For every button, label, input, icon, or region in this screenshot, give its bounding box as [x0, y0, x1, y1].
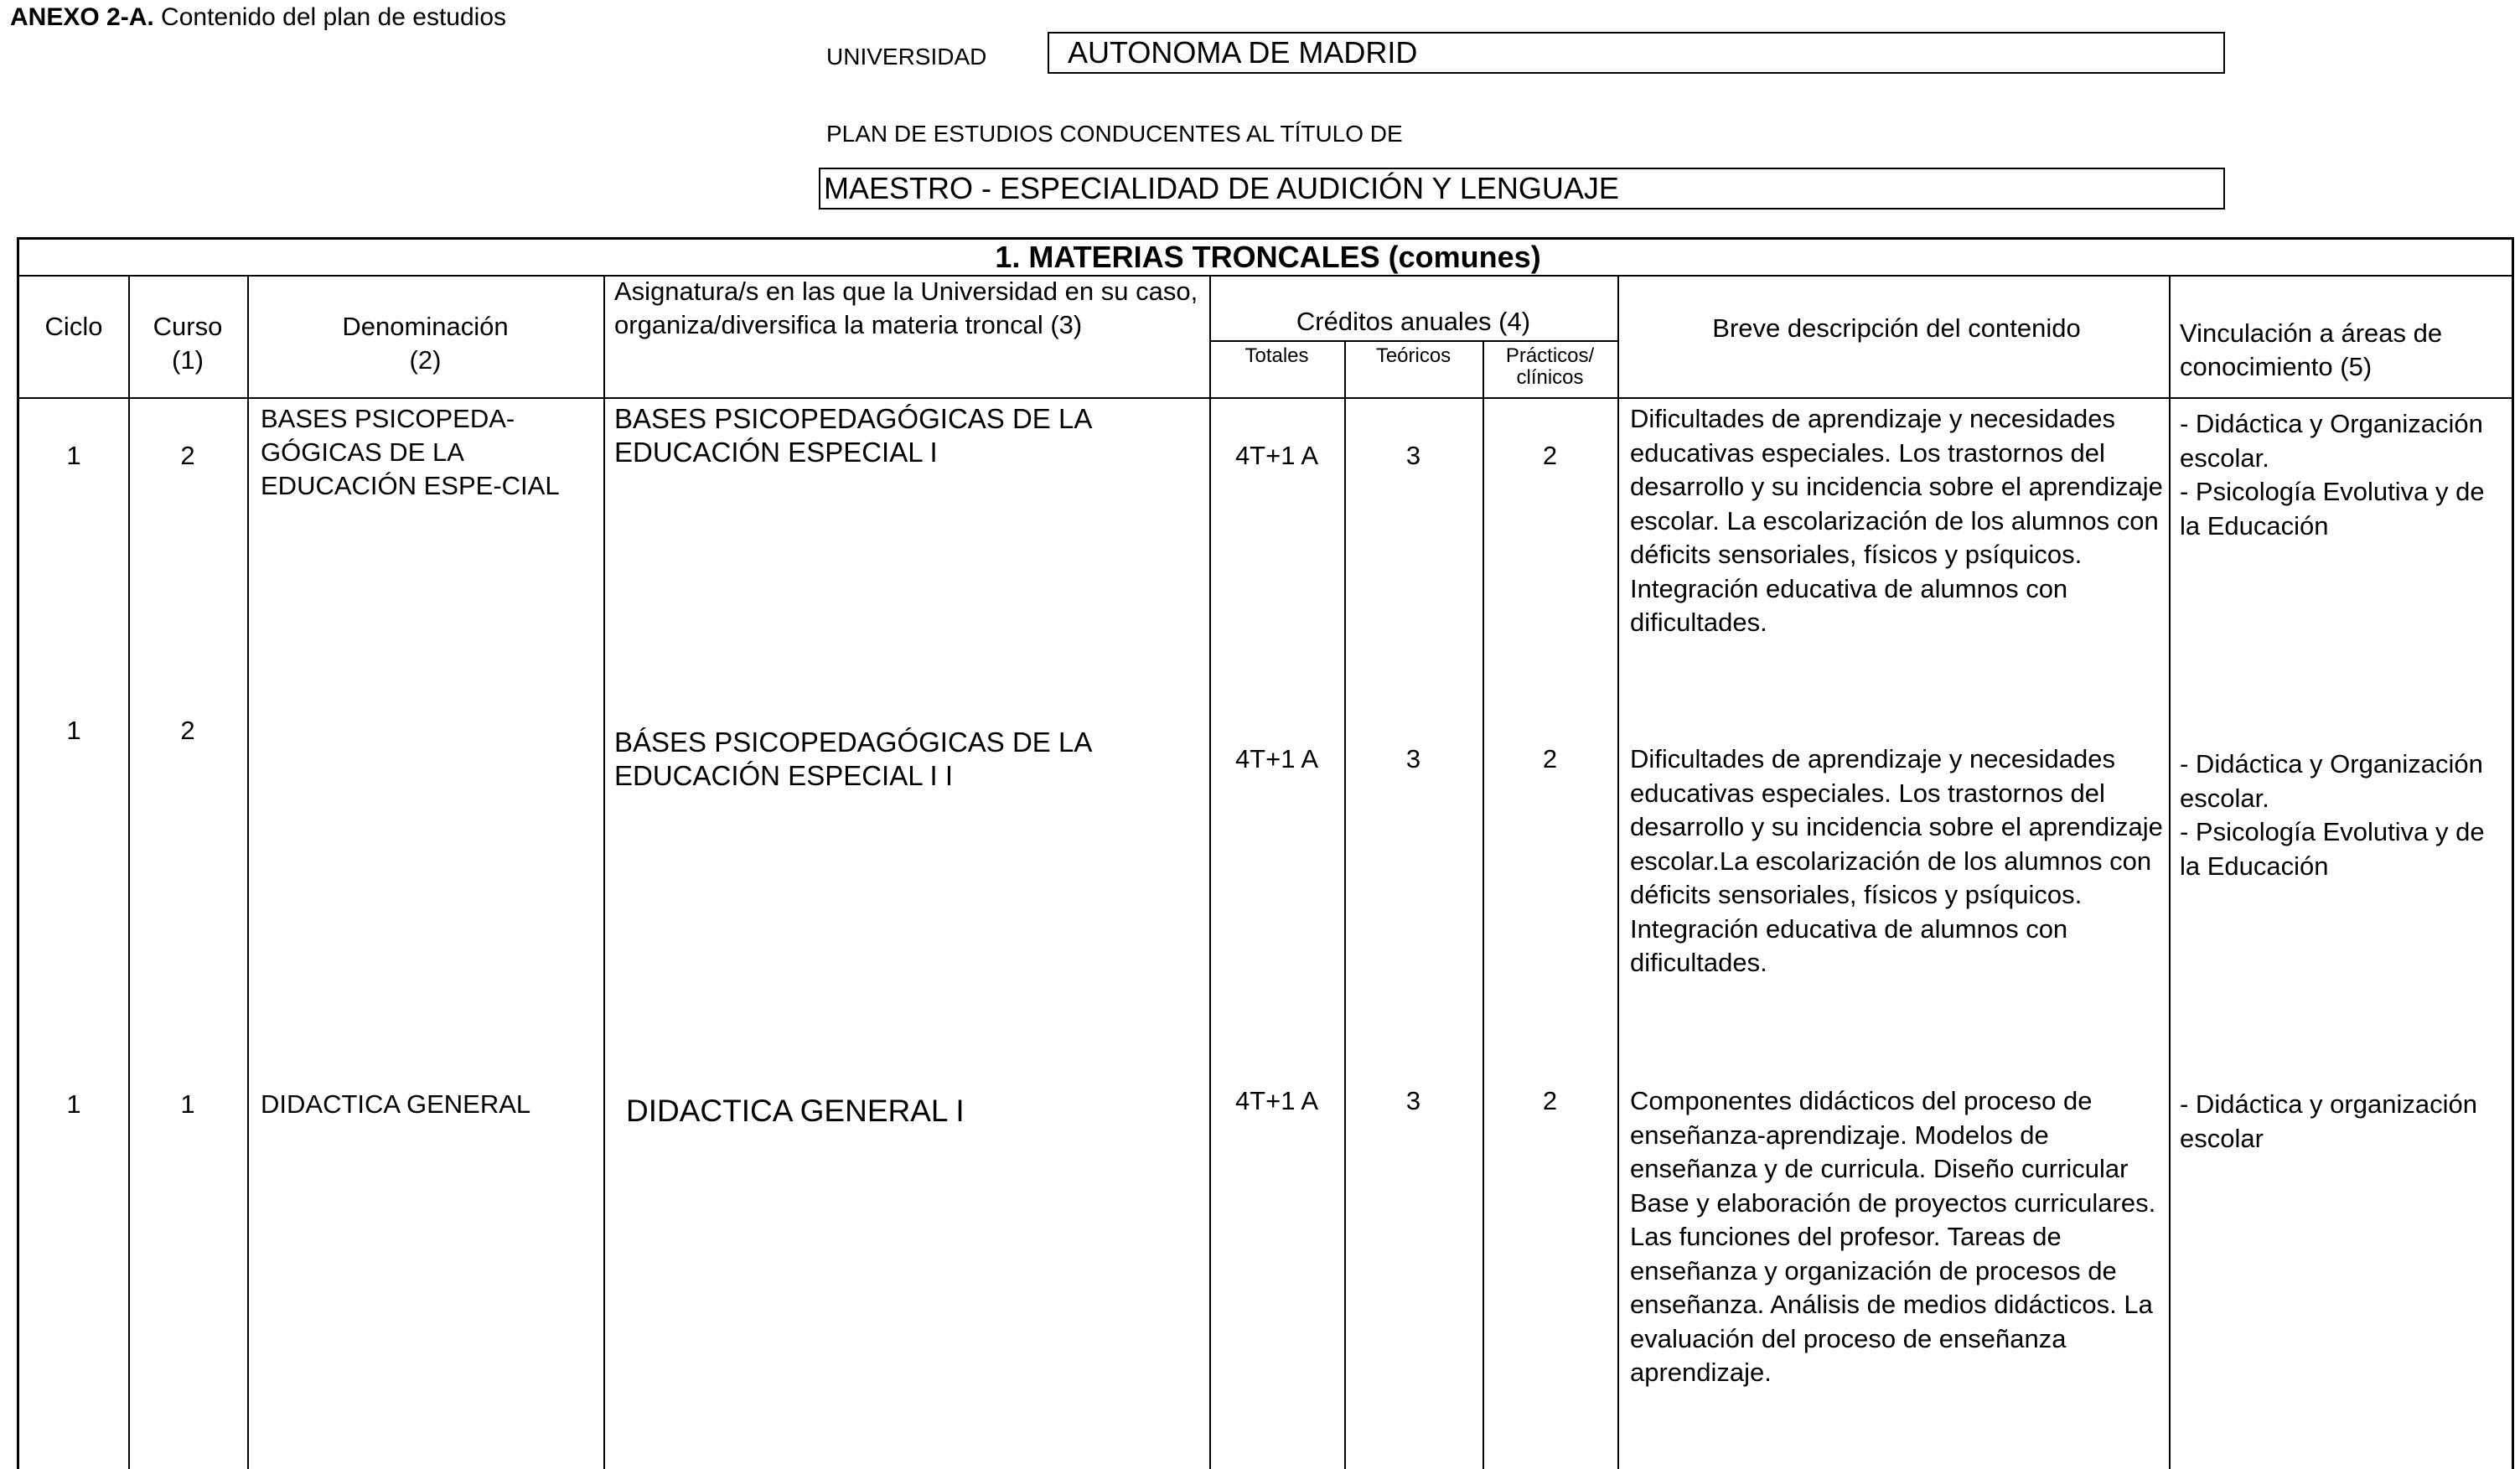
col-header-descripcion: Breve descripción del contenido [1712, 313, 2081, 343]
row1-denominacion: BASES PSICOPEDA-GÓGICAS DE LA EDUCACIÓN ESPE-CIAL [261, 404, 560, 500]
col-header-practicos: Prácticos/ clínicos [1505, 344, 1595, 389]
col-header-denominacion: Denominación [342, 312, 509, 341]
row1-asignatura: BASES PSICOPEDAGÓGICAS DE LA EDUCACIÓN ESPECIAL I [614, 403, 1091, 468]
troncales-table [17, 237, 2514, 1469]
degree-title-field: MAESTRO - ESPECIALIDAD DE AUDICIÓN Y LENGUAJE [819, 168, 2225, 209]
row2-totales: 4T+1 A [1234, 744, 1319, 773]
row2-ciclo: 1 [66, 716, 81, 745]
header-divider [19, 397, 2514, 399]
row2-practicos: 2 [1542, 744, 1558, 773]
col-header-curso-note: (1) [172, 345, 204, 375]
table-title: 1. MATERIAS TRONCALES (comunes) [995, 240, 1541, 274]
university-field: AUTONOMA DE MADRID [1048, 32, 2225, 74]
col-header-denominacion-note: (2) [409, 345, 442, 375]
col-divider [603, 275, 605, 1469]
row3-asignatura: DIDACTICA GENERAL I [626, 1094, 965, 1128]
row2-vinculacion: - Didáctica y Organización escolar. - Psicología Evolutiva y de la Educación [2180, 749, 2485, 881]
row3-denominacion: DIDACTICA GENERAL [261, 1089, 531, 1119]
col-divider [247, 275, 249, 1469]
col-divider [2169, 275, 2171, 1469]
col-divider [1344, 340, 1346, 1469]
row2-descripcion: Dificultades de aprendizaje y necesidades educativas especiales. Los trastornos del desarrollo y su incidencia sobre el aprendizaje escolar.La escolarización de los alumnos con déficits sensoriales, físicos y psíquicos. Integración educativa de alumnos con dificultades. [1630, 744, 2163, 977]
annex-subtitle: Contenido del plan de estudios [153, 3, 507, 31]
row3-descripcion: Componentes didácticos del proceso de enseñanza-aprendizaje. Modelos de enseñanza y de curricula. Diseño curricular Base y elaboración de proyectos curriculares. Las funciones del profesor. Tareas de enseñanza y organización de procesos de enseñanza. Análisis de medios didácticos. La evaluación del proceso de enseñanza aprendizaje. [1630, 1086, 2156, 1387]
col-divider [1617, 275, 1619, 1469]
row3-practicos: 2 [1542, 1086, 1558, 1115]
col-header-vinculacion: Vinculación a áreas de conocimiento (5) [2180, 318, 2443, 381]
row3-curso: 1 [180, 1089, 195, 1119]
title-divider [19, 275, 2514, 277]
creditos-divider [1209, 340, 1617, 342]
plan-label: PLAN DE ESTUDIOS CONDUCENTES AL TÍTULO DE [826, 121, 1403, 147]
row1-descripcion: Dificultades de aprendizaje y necesidades educativas especiales. Los trastornos del desarrollo y su incidencia sobre el aprendizaje escolar. La escolarización de los alumnos con déficits sensoriales, físicos y psíquicos. Integración educativa de alumnos con dificultades. [1630, 404, 2163, 637]
col-divider [1483, 340, 1484, 1469]
row3-ciclo: 1 [66, 1089, 81, 1119]
row2-asignatura: BÁSES PSICOPEDAGÓGICAS DE LA EDUCACIÓN ESPECIAL I I [614, 727, 1091, 791]
row1-practicos: 2 [1542, 441, 1558, 470]
row1-curso: 2 [180, 441, 195, 470]
col-header-asignatura: Asignatura/s en las que la Universidad en su caso, organiza/diversifica la materia troncal (3) [614, 277, 1198, 339]
annex-title [10, 3, 506, 32]
col-header-totales: Totales [1244, 344, 1309, 367]
row1-totales: 4T+1 A [1234, 441, 1319, 470]
university-label: UNIVERSIDAD [826, 44, 987, 70]
row2-teoricos: 3 [1405, 744, 1421, 773]
row2-curso: 2 [180, 716, 195, 745]
row3-vinculacion: - Didáctica y organización escolar [2180, 1089, 2477, 1153]
row1-ciclo: 1 [66, 441, 81, 470]
row3-totales: 4T+1 A [1234, 1086, 1319, 1115]
row3-teoricos: 3 [1405, 1086, 1421, 1115]
col-header-ciclo: Ciclo [44, 312, 103, 341]
row1-teoricos: 3 [1405, 441, 1421, 470]
col-header-teoricos: Teóricos [1375, 344, 1451, 367]
row1-vinculacion: - Didáctica y Organización escolar. - Psicología Evolutiva y de la Educación [2180, 409, 2485, 541]
col-header-curso: Curso [153, 312, 223, 341]
col-header-creditos: Créditos anuales (4) [1296, 307, 1531, 336]
annex-label: ANEXO 2-A. [10, 3, 154, 31]
